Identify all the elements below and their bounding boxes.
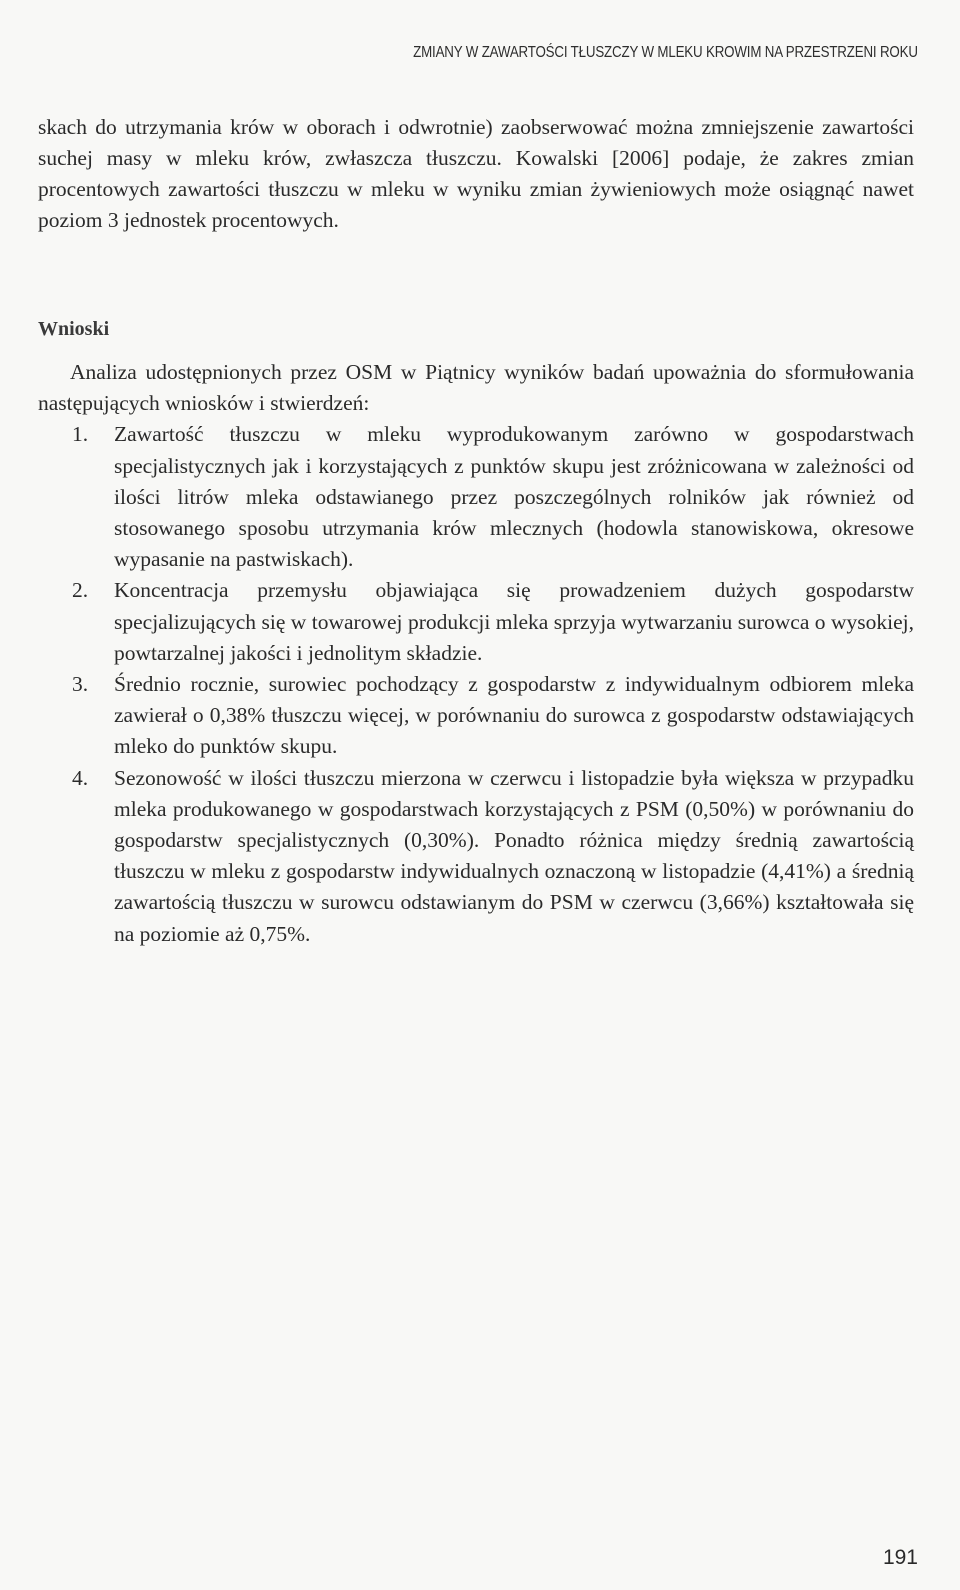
conclusions-section <box>38 357 914 950</box>
list-item-number: 4. <box>72 765 89 790</box>
list-item-text: Koncentracja przemysłu objawiająca się prowadzeniem dużych gospodarstw specjalizujących się w towarowej produkcji mleka sprzyja wytwarzaniu surowca o wysokiej, powtarzalnej jakości i jednolitym składzie. <box>114 578 914 665</box>
list-item <box>38 763 914 950</box>
list-item <box>38 575 914 669</box>
list-item <box>38 419 914 575</box>
page-number: 191 <box>882 1546 918 1569</box>
list-item-text: Sezonowość w ilości tłuszczu mierzona w czerwcu i listopadzie była większa w przypadku mleka produkowanego w gospodarstwach korzystających z PSM (0,50%) w porównaniu do gospodarstw specjalistycznych (0,30%). Ponadto różnica między średnią zawartością tłuszczu w mleku z gospodarstw indywidualnych oznaczoną w listopadzie (4,41%) a średnią zawartością tłuszczu w surowcu odstawianym do PSM w czerwcu (3,66%) kształtowała się na poziomie aż 0,75%. <box>114 765 914 946</box>
list-item-text: Zawartość tłuszczu w mleku wyprodukowanym zarówno w gospodarstwach specjalistycznych jak i korzystających z punktów skupu jest zróżnicowana w zależności od ilości litrów mleka odstawianego przez poszczególnych rolników jak również od stosowanego sposobu utrzymania krów mlecznych (hodowla stanowiskowa, okresowe wypasanie na pastwiskach). <box>114 422 914 572</box>
body-text <box>38 112 914 236</box>
list-item-text: Średnio rocznie, surowiec pochodzący z gospodarstw z indywidualnym odbiorem mleka zawierał o 0,38% tłuszczu więcej, w porównaniu do surowca z gospodarstw odstawiających mleko do punktów skupu. <box>114 672 914 759</box>
conclusions-intro: Analiza udostępnionych przez OSM w Piątnicy wyników badań upoważnia do sformułowania następujących wniosków i stwierdzeń: <box>38 360 914 416</box>
list-item-number: 2. <box>72 578 89 603</box>
running-header: ZMIANY W ZAWARTOŚCI TŁUSZCZY W MLEKU KROWIM NA PRZESTRZENI ROKU <box>413 44 918 61</box>
list-item-number: 3. <box>72 672 89 697</box>
conclusions-list <box>38 419 914 949</box>
list-item <box>38 669 914 763</box>
section-title-conclusions: Wnioski <box>38 318 110 340</box>
list-item-number: 1. <box>72 422 89 447</box>
continuation-paragraph: skach do utrzymania krów w oborach i odwrotnie) zaobserwować można zmniejszenie zawartości suchej masy w mleku krów, zwłaszcza tłuszczu. Kowalski [2006] podaje, że zakres zmian procentowych zawartości tłuszczu w mleku w wyniku zmian żywieniowych może osiągnąć nawet poziom 3 jednostek procentowych. <box>38 115 914 232</box>
